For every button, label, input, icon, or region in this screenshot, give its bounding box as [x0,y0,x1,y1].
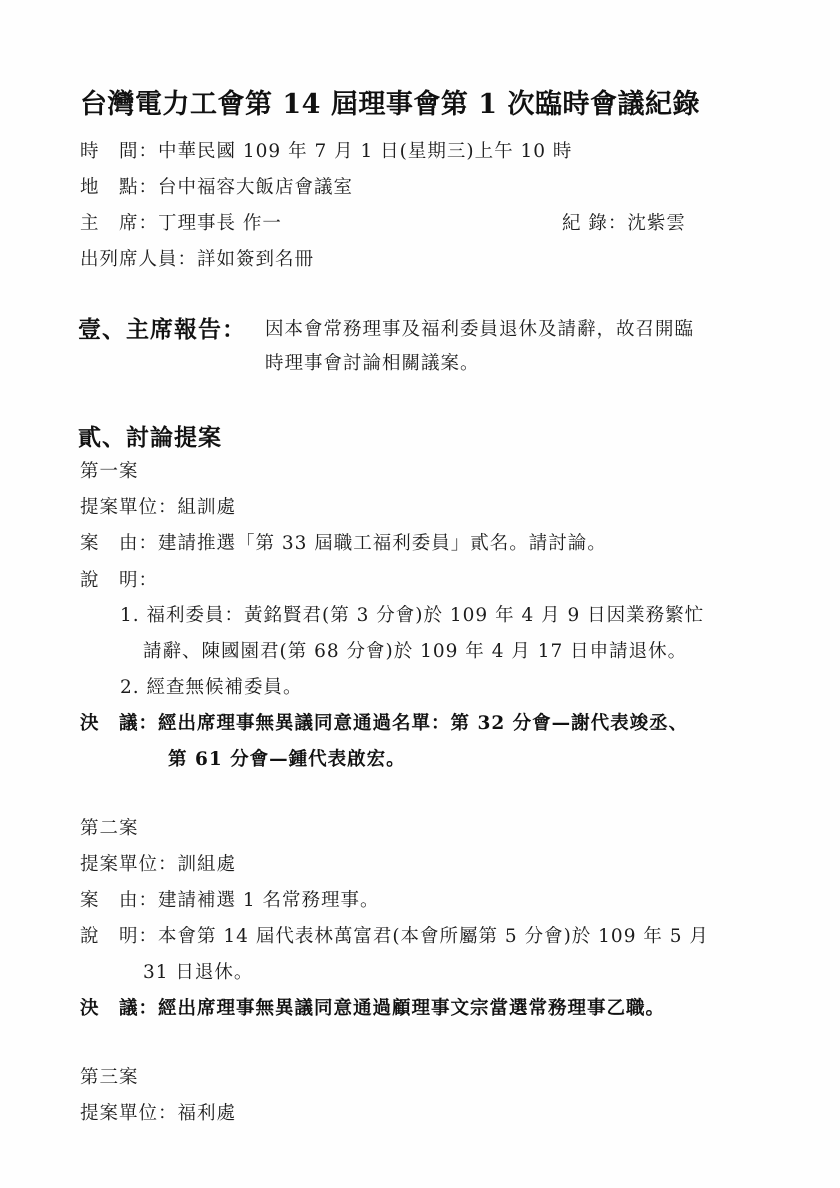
case2-explain-line1: 本會第 14 屆代表林萬富君(本會所屬第 5 分會)於 109 年 5 月 [158,926,709,947]
case1-item1-line2: 請辭、陳國園君(第 68 分會)於 109 年 4 月 17 日申請退休。 [143,641,688,662]
meta-time-value: 中華民國 109 年 7 月 1 日(星期三)上午 10 時 [158,141,573,162]
case2-title: 第二案 [80,818,139,839]
case2-resolution [80,994,665,1020]
meta-recorder [562,209,686,235]
meta-time-label: 時 間： [80,141,159,162]
case1-title: 第一案 [80,461,139,482]
case1-item1-line1: 1. 福利委員：黃銘賢君(第 3 分會)於 109 年 4 月 9 日因業務繁忙 [120,605,705,626]
case1-resolution-label: 決 議： [80,713,159,734]
meta-recorder-value: 沈紫雲 [627,213,686,234]
case1-resolution [80,709,688,735]
meta-place-value: 台中福容大飯店會議室 [158,177,354,198]
case2-resolution-line1: 經出席理事無異議同意通過顧理事文宗當選常務理事乙職。 [158,998,666,1019]
case2-explain-label: 說 明： [80,926,159,947]
section2-heading: 貳、討論提案 [78,424,222,451]
meta-attendees [80,245,314,271]
document-title: 台灣電力工會第 14 屆理事會第 1 次臨時會議紀錄 [80,89,700,120]
meta-place-label: 地 點： [80,177,159,198]
case2-explain [80,922,709,948]
meta-chair-value: 丁理事長 作一 [158,213,282,234]
meta-place [80,173,353,199]
case2-unit: 提案單位：訓組處 [80,854,237,875]
meta-recorder-label: 紀 錄： [562,213,628,234]
case3-title: 第三案 [80,1067,139,1088]
case1-reason: 案 由：建請推選「第 33 屆職工福利委員」貳名。請討論。 [80,533,607,554]
section1-heading: 壹、主席報告： [78,316,246,343]
meta-attendees-label: 出列席人員： [80,249,198,270]
case2-explain-line2: 31 日退休。 [143,962,254,983]
case3-unit: 提案單位：福利處 [80,1103,237,1124]
meta-attendees-value: 詳如簽到名冊 [197,249,315,270]
section1-text-line2: 時理事會討論相關議案。 [265,353,480,374]
case2-reason: 案 由：建請補選 1 名常務理事。 [80,890,380,911]
meta-time [80,137,572,163]
meta-chair-label: 主 席： [80,213,159,234]
meta-chair [80,209,282,235]
case1-resolution-line2: 第 61 分會—鍾代表啟宏。 [168,749,406,770]
case1-resolution-line1: 經出席理事無異議同意通過名單：第 32 分會—謝代表竣丞、 [158,713,689,734]
case1-unit: 提案單位：組訓處 [80,497,237,518]
case1-explain-label: 說 明： [80,570,159,591]
case1-item2-line1: 2. 經查無候補委員。 [120,677,303,698]
section1-text-line1: 因本會常務理事及福利委員退休及請辭，故召開臨 [265,319,695,340]
case2-resolution-label: 決 議： [80,998,159,1019]
